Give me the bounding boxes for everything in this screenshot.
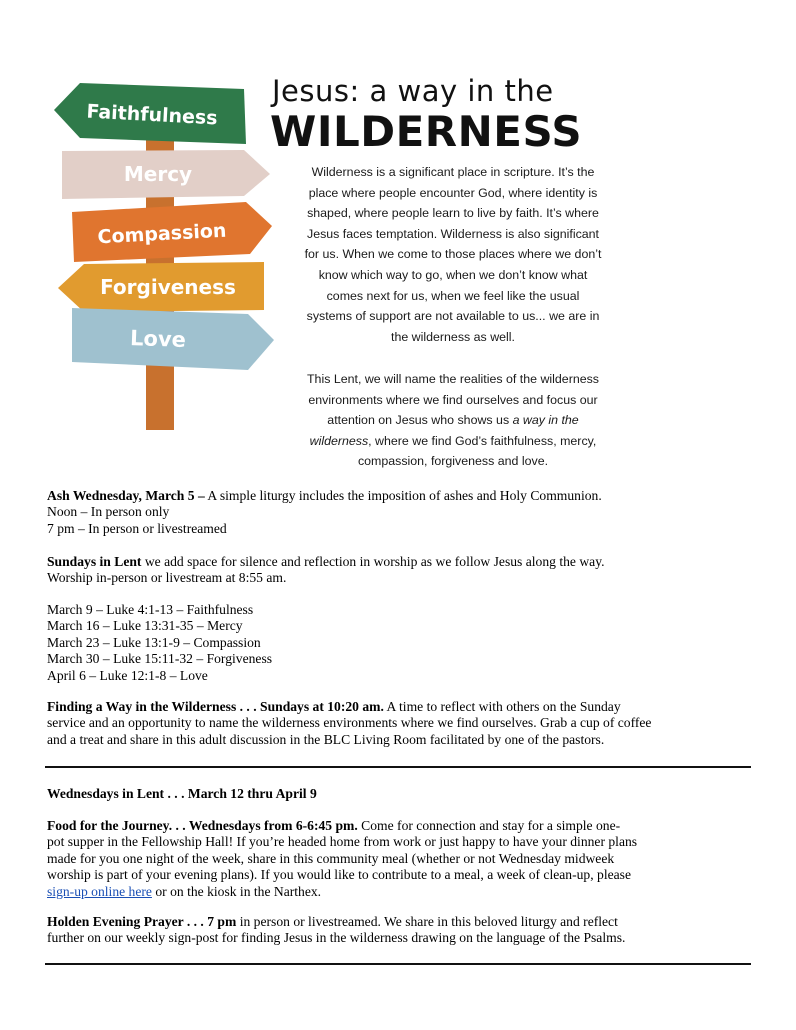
signpost-illustration	[50, 78, 280, 430]
hero-p1-line: Wilderness is a significant place in scripture. It’s the	[311, 165, 595, 179]
sign-forgiveness	[58, 262, 264, 312]
hero-p1-line: comes next for us, when we feel like the usual	[326, 288, 580, 303]
ash-wednesday-section	[47, 488, 753, 537]
schedule-item: March 9 – Luke 4:1-13 – Faithfulness	[47, 602, 254, 617]
food-line	[47, 818, 753, 834]
hero-p2-line: environments where we find ourselves and focus our	[308, 392, 598, 407]
hero-p2-text: attention on Jesus who shows us	[327, 413, 513, 428]
schedule-item: March 23 – Luke 13:1-9 – Compassion	[47, 634, 261, 650]
finding-text: A time to reflect with others on the Sunday	[383, 699, 621, 714]
divider-top	[45, 766, 751, 768]
sign-compassion	[72, 202, 272, 262]
hero-paragraph-2	[268, 369, 638, 472]
ash-wednesday-evening: 7 pm – In person or livestreamed	[47, 520, 227, 536]
food-text: Come for connection and stay for a simple one-	[357, 818, 621, 833]
hero-title	[270, 74, 630, 156]
food-line: pot supper in the Fellowship Hall! If you’re headed home from work or just happy to have your dinner plans	[47, 834, 638, 850]
hero-p1-line: shaped, where people learn to live by faith. It’s where	[307, 206, 599, 221]
hero-p2-emphasis: a way in the	[512, 413, 579, 428]
holden-heading: Holden Evening Prayer . . . 7 pm	[47, 914, 237, 929]
hero-paragraph-1	[268, 162, 638, 347]
wednesdays-heading: Wednesdays in Lent . . . March 12 thru April 9	[47, 786, 317, 801]
finding-a-way-section	[47, 699, 753, 748]
divider-bottom	[45, 963, 751, 965]
hero-p1-line: place where people encounter God, where identity is	[308, 185, 598, 200]
hero-p2-line: compassion, forgiveness and love.	[357, 454, 549, 469]
hero-p1-line: for us. When we come to those places where we don’t	[304, 247, 602, 262]
sundays-section	[47, 554, 753, 587]
finding-line: service and an opportunity to name the wilderness environments where we find ourselves. Grab a cup of coffee	[47, 715, 652, 731]
schedule-item: March 30 – Luke 15:11-32 – Forgiveness	[47, 651, 273, 667]
holden-line: further on our weekly sign-post for finding Jesus in the wilderness drawing on the language of the Psalms.	[47, 930, 626, 946]
hero-p2-emphasis: wilderness	[309, 433, 369, 448]
sundays-worship-time: Worship in-person or livestream at 8:55 am.	[47, 570, 287, 586]
hero-p1-line: the wilderness as well.	[391, 329, 515, 344]
ash-wednesday-line	[47, 488, 753, 504]
finding-line	[47, 699, 753, 715]
holden-line	[47, 914, 753, 930]
wednesdays-section	[47, 786, 753, 802]
food-line: made for you one night of the week, share in this community meal (whether or not Wednesday midweek	[47, 850, 615, 866]
food-line: worship is part of your evening plans). If you would like to contribute to a meal, a week of clean-up, please	[47, 867, 631, 883]
finding-heading: Finding a Way in the Wilderness . . . Sundays at 10:20 am.	[47, 699, 384, 714]
food-heading: Food for the Journey. . . Wednesdays from 6-6:45 pm.	[47, 818, 358, 833]
hero-p2-line	[268, 431, 638, 452]
hero-title-small: Jesus: a way in the	[272, 74, 554, 108]
food-section	[47, 818, 753, 900]
hero-p2-line	[268, 410, 638, 431]
hero-p1-line: know which way to go, when we don’t know what	[318, 267, 588, 282]
hero-p1-line: systems of support are not available to us... we are in	[306, 309, 600, 324]
sunday-schedule	[47, 602, 753, 684]
food-line	[47, 884, 753, 900]
hero-title-big: WILDERNESS	[270, 107, 583, 156]
sign-mercy-label: Mercy	[123, 162, 193, 186]
finding-line: and a treat and share in this adult discussion in the BLC Living Room facilitated by one of the pastors.	[47, 731, 605, 747]
sundays-text: we add space for silence and reflection in worship as we follow Jesus along the way.	[141, 554, 605, 569]
holden-section	[47, 914, 753, 947]
sign-love-label: Love	[129, 326, 187, 352]
sign-mercy	[62, 150, 270, 199]
hero-p2-line: This Lent, we will name the realities of the wilderness	[306, 372, 599, 386]
hero-p1-line: Jesus faces temptation. Wilderness is also significant	[307, 226, 599, 241]
schedule-item: April 6 – Luke 12:1-8 – Love	[47, 667, 208, 683]
ash-wednesday-noon: Noon – In person only	[47, 504, 170, 520]
sign-love	[72, 308, 274, 370]
sign-faithfulness-label: Faithfulness	[85, 100, 219, 130]
ash-wednesday-heading: Ash Wednesday, March 5 –	[47, 488, 205, 503]
holden-text: in person or livestreamed. We share in this beloved liturgy and reflect	[236, 914, 618, 929]
schedule-item: March 16 – Luke 13:31-35 – Mercy	[47, 618, 243, 634]
sign-forgiveness-label: Forgiveness	[100, 275, 236, 299]
food-text: or on the kiosk in the Narthex.	[151, 883, 322, 899]
sundays-line	[47, 554, 753, 570]
ash-wednesday-text: A simple liturgy includes the imposition of ashes and Holy Communion.	[204, 488, 602, 503]
sign-faithfulness	[54, 83, 246, 144]
sign-compassion-label: Compassion	[97, 219, 227, 249]
sundays-heading: Sundays in Lent	[47, 554, 142, 569]
signup-link[interactable]: sign-up online here	[47, 883, 152, 899]
hero-p2-text: , where we find God’s faithfulness, mercy,	[368, 433, 597, 448]
